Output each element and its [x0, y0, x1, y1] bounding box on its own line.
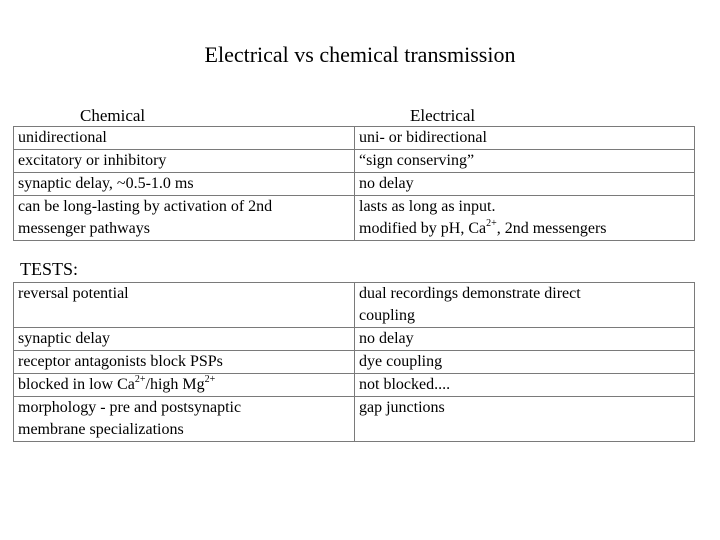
chemical-cell: excitatory or inhibitory [14, 150, 355, 173]
cell-line: membrane specializations [18, 421, 184, 438]
chemical-cell [14, 397, 355, 442]
superscript: 2+ [134, 374, 146, 385]
electrical-cell [355, 196, 695, 241]
table-row [14, 150, 695, 173]
text-fragment: , 2nd messengers [496, 220, 607, 237]
table-row [14, 328, 695, 351]
chemical-cell: synaptic delay [14, 328, 355, 351]
text-fragment: blocked in low Ca [18, 376, 135, 393]
table-row [14, 196, 695, 241]
chemical-cell [14, 196, 355, 241]
cell-line: lasts as long as input. [359, 198, 496, 215]
table-row [14, 283, 695, 328]
electrical-cell: uni- or bidirectional [355, 127, 695, 150]
table-row [14, 374, 695, 397]
page-title: Electrical vs chemical transmission [204, 42, 516, 67]
cell-line [359, 218, 690, 240]
text-fragment: modified by pH, Ca [359, 220, 487, 237]
chemical-cell [14, 374, 355, 397]
chemical-column-header: Chemical [80, 106, 146, 125]
chemical-cell: reversal potential [14, 283, 355, 328]
electrical-cell: not blocked.... [355, 374, 695, 397]
table-row [14, 397, 695, 442]
tests-table [13, 282, 695, 442]
text-fragment: /high Mg [145, 376, 205, 393]
electrical-cell [355, 283, 695, 328]
table-row [14, 351, 695, 374]
table-row [14, 173, 695, 196]
chemical-cell: synaptic delay, ~0.5-1.0 ms [14, 173, 355, 196]
table-row [14, 127, 695, 150]
superscript: 2+ [204, 374, 216, 385]
chemical-cell: unidirectional [14, 127, 355, 150]
cell-line: messenger pathways [18, 220, 150, 237]
cell-line: morphology - pre and postsynaptic [18, 399, 242, 416]
electrical-cell: dye coupling [355, 351, 695, 374]
electrical-column-header: Electrical [410, 106, 476, 125]
tests-label: TESTS: [20, 259, 79, 279]
electrical-cell: no delay [355, 328, 695, 351]
comparison-table [13, 126, 695, 241]
electrical-cell: gap junctions [355, 397, 695, 442]
electrical-cell: no delay [355, 173, 695, 196]
cell-line: dual recordings demonstrate direct [359, 285, 581, 302]
chemical-cell: receptor antagonists block PSPs [14, 351, 355, 374]
electrical-cell: “sign conserving” [355, 150, 695, 173]
superscript: 2+ [486, 218, 497, 229]
cell-line: coupling [359, 307, 415, 324]
cell-line: can be long-lasting by activation of 2nd [18, 198, 273, 215]
